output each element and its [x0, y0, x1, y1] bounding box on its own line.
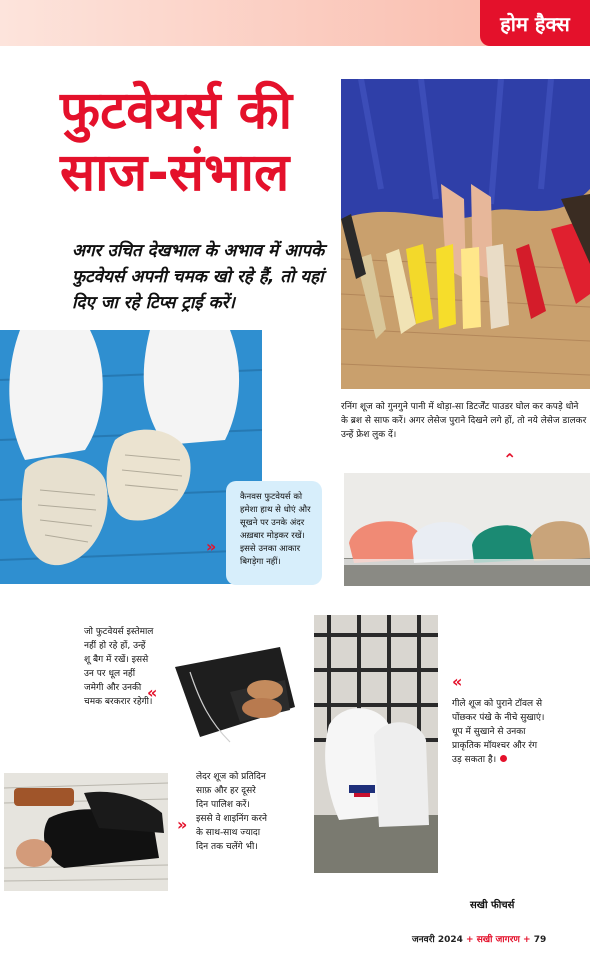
leather-shoes-photo: [4, 773, 168, 891]
article-title: [60, 80, 350, 204]
page-footer: [412, 932, 546, 945]
footer-month: जनवरी 2024: [412, 935, 463, 945]
credit: सखी फीचर्स: [470, 900, 515, 911]
tip-shoe-bag: जो फुटवेयर्स इस्तेमाल नहीं हो रहे हों, उन्हें शू बैग में रखें। इससे उन पर धूल नहीं जमेगी और उनकी चमक बरकरार रहेगी।: [84, 627, 154, 707]
chevron-right-icon-2: »: [177, 815, 188, 834]
white-sneakers-photo: [314, 615, 438, 873]
tip-wet-shoes-text: गीले शूज को पुराने टॉवल से पोंछकर पंखे के नीचे सुखाएं। धूप में सुखाने से उनका प्राकृतिक मॉयश्चर और रंग उड़ सकता है।: [452, 699, 545, 765]
tip-canvas-bubble: [226, 481, 322, 585]
heels-photo: [341, 79, 590, 389]
tip-leather: लेदर शूज को प्रतिदिन साफ़ और हर दूसरे दिन पालिश करें। इससे वे शाइनिंग करने के साथ-साथ ज्यादा दिन तक चलेंगे भी।: [196, 772, 268, 852]
tip-canvas: कैनवस फुटवेयर्स को हमेशा हाथ से धोएं और सूखने पर उनके अंदर अख़बार मोड़कर रखें। इससे उनका आकार बिगड़ेगा नहीं।: [240, 492, 311, 567]
footer-magazine: सखी जागरण: [476, 935, 520, 945]
canvas-shoes-photo: [0, 330, 262, 584]
footer-page-number: 79: [533, 935, 547, 945]
title-line-2: साज-संभाल: [60, 143, 290, 203]
section-tag: होम हैक्स: [480, 0, 590, 46]
running-shoes-photo: [344, 473, 590, 586]
end-mark-icon: [500, 755, 507, 762]
footer-sep-1: +: [466, 935, 474, 945]
tip-wet-shoes: [452, 697, 547, 767]
title-line-1: फुटवेयर्स की: [60, 81, 293, 141]
chevron-up-icon: ⌃: [503, 450, 517, 469]
shoe-bag-photo: [170, 642, 300, 747]
chevron-right-icon: »: [206, 537, 217, 556]
tip-running-shoes: रनिंग शूज को गुनगुने पानी में थोड़ा-सा डिटर्जेंट पाउडर घोल कर कपड़े धोने के ब्रश से साफ करें। अगर लेसेज पुराने दिखने लगे हों, तो नये लेसेज डालकर उन्हें फ्रेश लुक दें।: [341, 402, 587, 440]
article-intro: अगर उचित देखभाल के अभाव में आपके फुटवेयर्स अपनी चमक खो रहे हैं, तो यहां दिए जा रहे टिप्स ट्राई करें।: [72, 241, 325, 313]
chevron-left-icon: «: [147, 683, 158, 702]
chevron-left-icon-2: «: [452, 672, 463, 691]
footer-sep-2: +: [523, 935, 531, 945]
